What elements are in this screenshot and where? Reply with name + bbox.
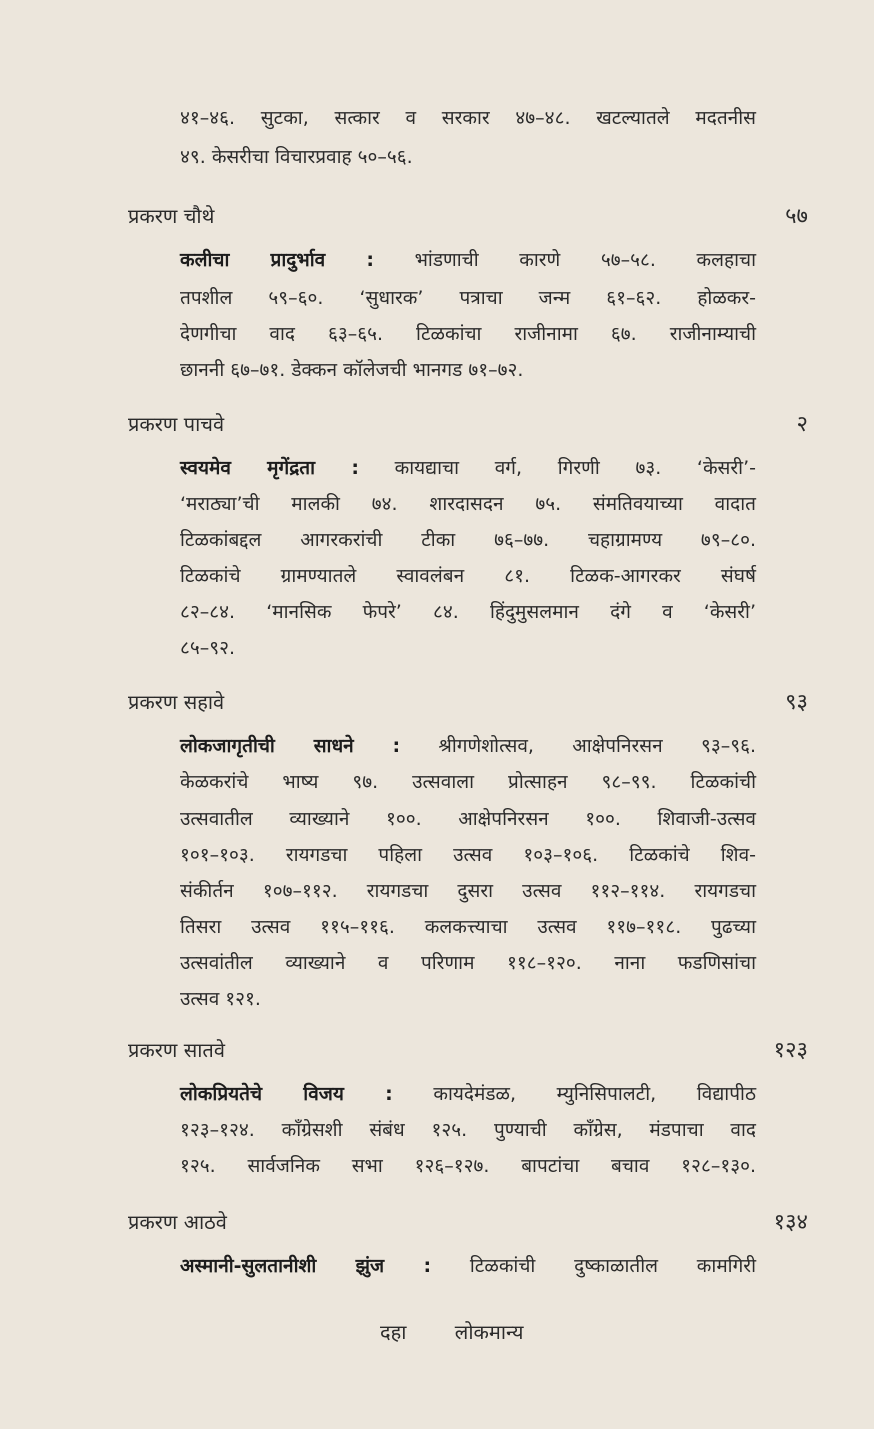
chapter-summary-text: कायद्याचा वर्ग, गिरणी ७३. ‘केसरी’-	[394, 457, 756, 479]
chapter-page-number: ५७	[785, 204, 808, 229]
chapter-title: स्वयमेव मृगेंद्रता :	[180, 457, 359, 479]
footer-book-title: लोकमान्य	[454, 1320, 524, 1344]
chapter-heading: प्रकरण चौथे	[128, 204, 215, 228]
chapter-summary-line: देणगीचा वाद ६३–६५. टिळकांचा राजीनामा ६७. राजीनाम्याची	[180, 323, 756, 345]
chapter-summary-text: श्रीगणेशोत्सव, आक्षेपनिरसन ९३–९६.	[438, 735, 757, 757]
chapter-page-number: १२३	[773, 1038, 808, 1063]
chapter-summary-line: तपशील ५९–६०. ‘सुधारक’ पत्राचा जन्म ६१–६२. होळकर-	[180, 287, 756, 309]
chapter-summary-line: टिळकांचे ग्रामण्यातले स्वावलंबन ८१. टिळक-आगरकर संघर्ष	[180, 565, 756, 587]
intro-line: ४९. केसरीचा विचारप्रवाह ५०–५६.	[180, 146, 413, 168]
chapter-summary-line: १०१–१०३. रायगडचा पहिला उत्सव १०३–१०६. टिळकांचे शिव-	[180, 844, 756, 866]
chapter-title: कलीचा प्रादुर्भाव :	[180, 249, 374, 271]
chapter-page-number: १३४	[773, 1210, 808, 1235]
chapter-summary-line: टिळकांबद्दल आगरकरांची टीका ७६–७७. चहाग्रामण्य ७९–८०.	[180, 529, 756, 551]
footer-page-number: दहा	[380, 1320, 407, 1344]
chapter-heading: प्रकरण सहावे	[128, 690, 225, 714]
chapter-heading: प्रकरण सातवे	[128, 1038, 225, 1062]
chapter-page-number: २	[796, 412, 808, 437]
page-footer	[380, 1318, 524, 1345]
chapter-heading: प्रकरण आठवे	[128, 1210, 227, 1234]
chapter-title: लोकजागृतीची साधने :	[180, 735, 401, 757]
chapter-title: लोकप्रियतेचे विजय :	[180, 1083, 393, 1105]
chapter-summary-line: केळकरांचे भाष्य ९७. उत्सवाला प्रोत्साहन ९८–९९. टिळकांची	[180, 771, 756, 793]
chapter-summary-line: छाननी ६७–७१. डेक्कन कॉलेजची भानगड ७१–७२.	[180, 359, 524, 381]
chapter-first-line	[180, 244, 756, 276]
chapter-first-line	[180, 1078, 756, 1110]
chapter-summary-line: ८५–९२.	[180, 637, 236, 659]
chapter-summary-line: ‘मराठ्या’ची मालकी ७४. शारदासदन ७५. संमतिवयाच्या वादात	[180, 493, 756, 515]
chapter-summary-line: उत्सव १२१.	[180, 988, 261, 1010]
chapter-summary-line: १२३–१२४. कॉंग्रेसशी संबंध १२५. पुण्याची कॉंग्रेस, मंडपाचा वाद	[180, 1119, 756, 1141]
chapter-summary-line: उत्सवातील व्याख्याने १००. आक्षेपनिरसन १००. शिवाजी-उत्सव	[180, 808, 756, 830]
chapter-title: अस्मानी-सुलतानीशी झुंज :	[180, 1255, 432, 1277]
chapter-page-number: ९३	[785, 690, 808, 715]
chapter-summary-text: कायदेमंडळ, म्युनिसिपालटी, विद्यापीठ	[433, 1083, 756, 1105]
chapter-summary-line: तिसरा उत्सव ११५–११६. कलकत्त्याचा उत्सव ११७–११८. पुढच्या	[180, 916, 756, 938]
chapter-summary-line: १२५. सार्वजनिक सभा १२६–१२७. बापटांचा बचाव १२८–१३०.	[180, 1155, 756, 1177]
chapter-summary-line: उत्सवांतील व्याख्याने व परिणाम ११८–१२०. नाना फडणिसांचा	[180, 952, 756, 974]
chapter-summary-line: संकीर्तन १०७–११२. रायगडचा दुसरा उत्सव ११२–११४. रायगडचा	[180, 880, 756, 902]
chapter-heading: प्रकरण पाचवे	[128, 412, 225, 436]
chapter-summary-text: भांडणाची कारणे ५७–५८. कलहाचा	[414, 249, 756, 271]
chapter-first-line	[180, 1250, 756, 1282]
chapter-summary-text: टिळकांची दुष्काळातील कामगिरी	[469, 1255, 756, 1277]
chapter-first-line	[180, 452, 756, 484]
intro-line: ४१–४६. सुटका, सत्कार व सरकार ४७–४८. खटल्यातले मदतनीस	[180, 107, 756, 129]
chapter-first-line	[180, 730, 756, 762]
chapter-summary-line: ८२–८४. ‘मानसिक फेपरे’ ८४. हिंदुमुसलमान दंगे व ‘केसरी’	[180, 601, 756, 623]
